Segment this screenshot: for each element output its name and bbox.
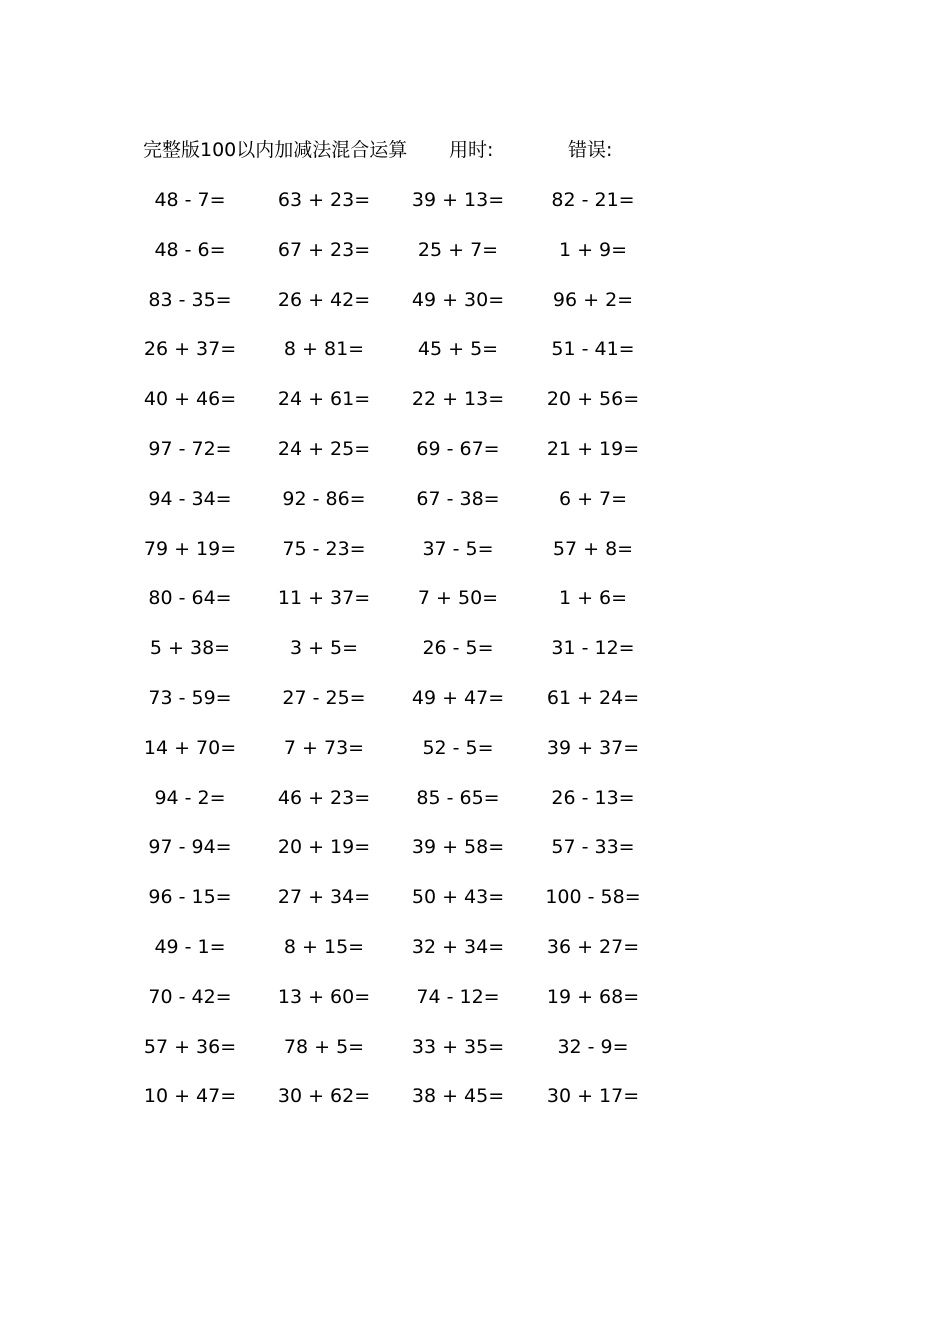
problem-cell: 51 - 41= <box>551 338 635 361</box>
problem-cell: 13 + 60= <box>277 985 371 1008</box>
problem-cell: 83 - 35= <box>148 288 232 311</box>
problem-cell: 48 - 7= <box>154 189 226 211</box>
problem-row <box>0 535 950 585</box>
problem-cell: 24 + 61= <box>277 388 371 411</box>
problem-cell: 20 + 56= <box>546 388 640 411</box>
problem-cell: 40 + 46= <box>143 388 237 411</box>
problem-row <box>0 485 950 535</box>
problem-cell: 94 - 34= <box>148 487 232 510</box>
problem-cell: 8 + 15= <box>283 935 365 958</box>
worksheet-header <box>143 136 663 164</box>
problem-row <box>0 684 950 734</box>
problem-row <box>0 1033 950 1083</box>
problem-cell: 97 - 94= <box>148 836 232 859</box>
problem-cell: 24 + 25= <box>277 437 371 460</box>
problem-cell: 20 + 19= <box>277 836 371 859</box>
problem-cell: 25 + 7= <box>417 238 499 261</box>
problem-row <box>0 784 950 834</box>
problem-cell: 70 - 42= <box>148 985 232 1008</box>
problem-cell: 100 - 58= <box>545 886 641 909</box>
problem-cell: 57 + 8= <box>552 537 634 560</box>
problem-cell: 48 - 6= <box>154 238 226 261</box>
problem-cell: 50 + 43= <box>411 886 505 909</box>
problem-cell: 7 + 73= <box>283 736 365 759</box>
error-label: 错误: <box>568 139 613 161</box>
problem-cell: 49 + 47= <box>411 686 505 709</box>
problem-cell: 80 - 64= <box>148 587 232 610</box>
problem-cell: 26 - 5= <box>422 637 494 660</box>
problem-cell: 79 + 19= <box>143 537 237 560</box>
problem-row <box>0 1082 950 1132</box>
problem-cell: 27 - 25= <box>282 686 366 709</box>
problem-row <box>0 286 950 336</box>
problem-cell: 26 - 13= <box>551 786 635 809</box>
problem-cell: 26 + 37= <box>143 338 237 361</box>
problem-row <box>0 584 950 634</box>
problem-row <box>0 186 950 236</box>
problem-cell: 82 - 21= <box>551 189 635 211</box>
problem-row <box>0 883 950 933</box>
problem-cell: 97 - 72= <box>148 437 232 460</box>
problem-cell: 67 + 23= <box>277 238 371 261</box>
problem-cell: 21 + 19= <box>546 437 640 460</box>
problem-cell: 73 - 59= <box>148 686 232 709</box>
problem-cell: 85 - 65= <box>416 786 500 809</box>
problem-row <box>0 236 950 286</box>
problem-cell: 27 + 34= <box>277 886 371 909</box>
problem-cell: 14 + 70= <box>143 736 237 759</box>
problem-cell: 75 - 23= <box>282 537 366 560</box>
problem-cell: 8 + 81= <box>283 338 365 361</box>
problem-cell: 22 + 13= <box>411 388 505 411</box>
problem-row <box>0 385 950 435</box>
problem-cell: 36 + 27= <box>546 935 640 958</box>
problem-row <box>0 833 950 883</box>
problem-row <box>0 335 950 385</box>
problem-cell: 57 - 33= <box>551 836 635 859</box>
problem-grid <box>0 186 950 1132</box>
problem-cell: 49 + 30= <box>411 288 505 311</box>
problem-cell: 57 + 36= <box>143 1035 237 1058</box>
problem-cell: 39 + 58= <box>411 836 505 859</box>
problem-row <box>0 634 950 684</box>
problem-cell: 37 - 5= <box>422 537 494 560</box>
problem-cell: 7 + 50= <box>417 587 499 610</box>
problem-row <box>0 983 950 1033</box>
problem-row <box>0 734 950 784</box>
problem-cell: 69 - 67= <box>416 437 500 460</box>
problem-row <box>0 933 950 983</box>
problem-cell: 1 + 6= <box>558 587 628 610</box>
problem-cell: 5 + 38= <box>149 637 231 660</box>
problem-cell: 39 + 13= <box>411 189 505 211</box>
time-label: 用时: <box>449 139 494 161</box>
problem-cell: 10 + 47= <box>143 1085 237 1108</box>
problem-cell: 31 - 12= <box>551 637 635 660</box>
worksheet-title: 完整版100以内加减法混合运算 <box>143 139 408 161</box>
problem-cell: 49 - 1= <box>154 935 226 958</box>
problem-row <box>0 435 950 485</box>
problem-cell: 11 + 37= <box>277 587 371 610</box>
problem-cell: 38 + 45= <box>411 1085 505 1108</box>
problem-cell: 46 + 23= <box>277 786 371 809</box>
problem-cell: 61 + 24= <box>546 686 640 709</box>
problem-cell: 96 + 2= <box>552 288 634 311</box>
problem-cell: 52 - 5= <box>422 736 494 759</box>
problem-cell: 26 + 42= <box>277 288 371 311</box>
problem-cell: 39 + 37= <box>546 736 640 759</box>
problem-cell: 92 - 86= <box>282 487 366 510</box>
problem-cell: 96 - 15= <box>148 886 232 909</box>
problem-cell: 45 + 5= <box>417 338 499 361</box>
problem-cell: 94 - 2= <box>154 786 226 809</box>
problem-cell: 74 - 12= <box>416 985 500 1008</box>
problem-cell: 6 + 7= <box>558 487 628 510</box>
problem-cell: 1 + 9= <box>558 238 628 261</box>
problem-cell: 30 + 17= <box>546 1085 640 1108</box>
problem-cell: 33 + 35= <box>411 1035 505 1058</box>
problem-cell: 63 + 23= <box>277 189 371 211</box>
problem-cell: 19 + 68= <box>546 985 640 1008</box>
problem-cell: 32 - 9= <box>557 1035 629 1058</box>
problem-cell: 3 + 5= <box>289 637 359 660</box>
problem-cell: 78 + 5= <box>283 1035 365 1058</box>
problem-cell: 30 + 62= <box>277 1085 371 1108</box>
problem-cell: 67 - 38= <box>416 487 500 510</box>
problem-cell: 32 + 34= <box>411 935 505 958</box>
